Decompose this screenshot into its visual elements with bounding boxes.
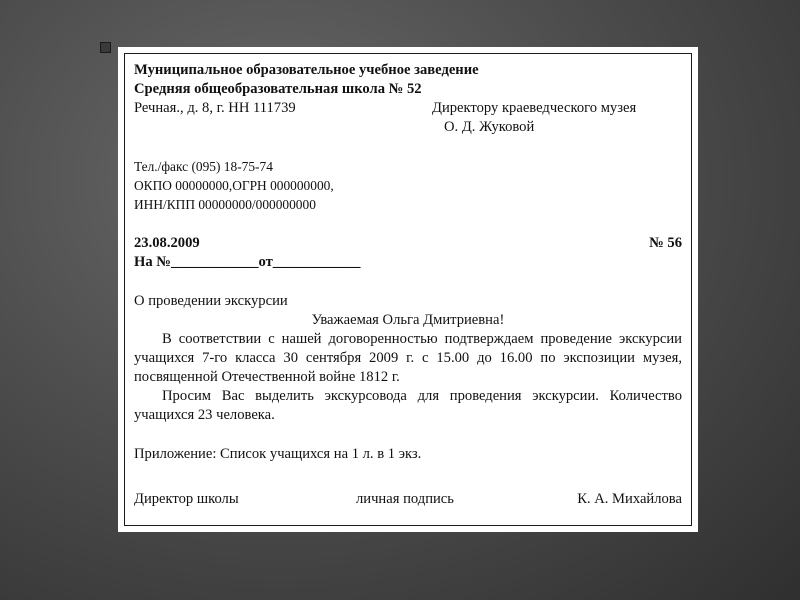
letter-document — [134, 61, 682, 509]
addressee-line2: О. Д. Жуковой — [444, 119, 535, 135]
signature-row — [134, 490, 682, 509]
address-row — [134, 99, 682, 118]
addressee-row — [134, 118, 682, 137]
signer-position: Директор школы — [134, 491, 239, 507]
contact-okpo: ОКПО 00000000,ОГРН 000000000, — [134, 178, 334, 193]
contact-phone: Тел./факс (095) 18-75-74 — [134, 159, 273, 174]
org-name-line1: Муниципальное образовательное учебное заведение — [134, 62, 479, 78]
date-number-row — [134, 234, 682, 253]
letter-page — [118, 47, 698, 532]
slide-bullet-icon — [100, 42, 111, 53]
letter-date: 23.08.2009 — [134, 235, 200, 251]
letter-paragraph-2: Просим Вас выделить экскурсовода для проведения экскурсии. Количество учащихся 23 человека. — [134, 388, 682, 423]
org-name-line2: Средняя общеобразовательная школа № 52 — [134, 81, 422, 97]
letter-subject: О проведении экскурсии — [134, 293, 288, 309]
org-address: Речная., д. 8, г. НН 111739 — [134, 100, 296, 116]
letter-paragraph-1: В соответствии с нашей договоренностью подтверждаем проведение экскурсии учащихся 7-го класса 30 сентября 2009 г. с 15.00 до 16.00 по экспозиции музея, посвященной Отечественной войне 1812 г. — [134, 331, 682, 385]
letter-salutation: Уважаемая Ольга Дмитриевна! — [311, 312, 505, 328]
reference-line: На №____________от____________ — [134, 254, 361, 270]
signer-name: К. А. Михайлова — [577, 491, 682, 507]
letter-number: № 56 — [649, 235, 682, 251]
letter-attachment: Приложение: Список учащихся на 1 л. в 1 экз. — [134, 446, 422, 462]
addressee-line1: Директору краеведческого музея — [432, 100, 637, 116]
signature-placeholder: личная подпись — [356, 491, 454, 507]
contact-inn: ИНН/КПП 00000000/000000000 — [134, 197, 316, 212]
